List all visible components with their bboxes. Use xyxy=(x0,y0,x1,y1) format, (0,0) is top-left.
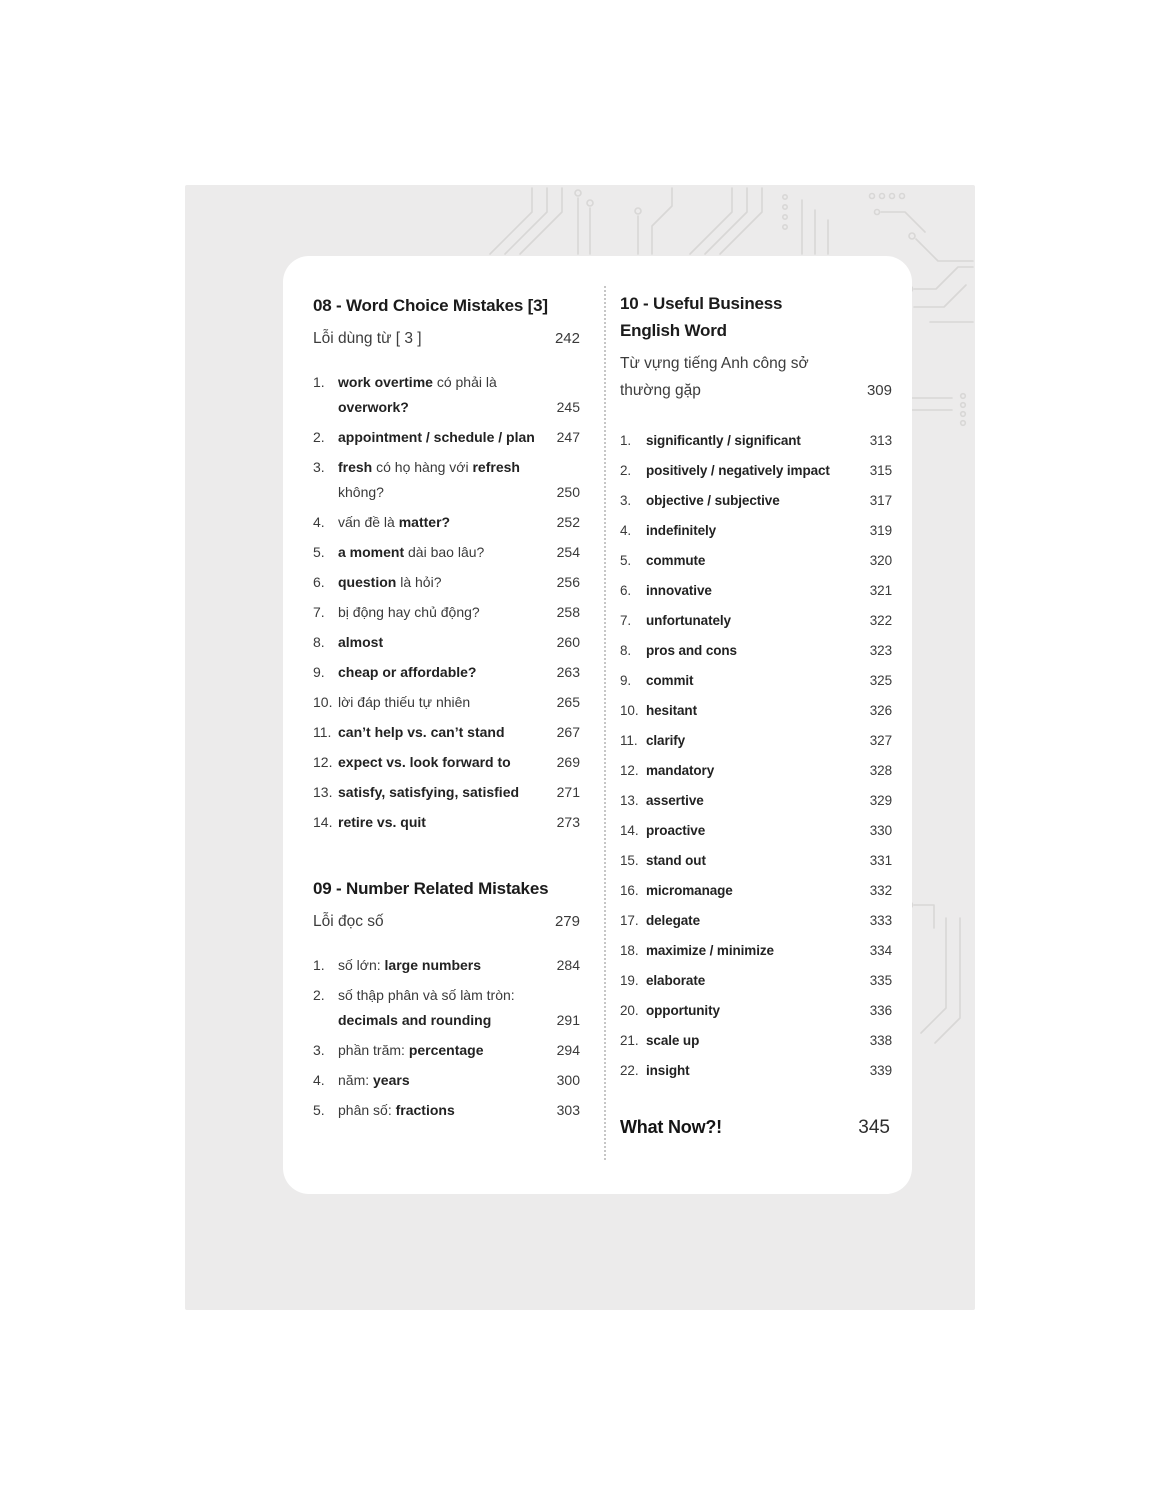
toc-item-text: scale up xyxy=(646,1033,700,1048)
toc-item xyxy=(620,608,892,633)
toc-item xyxy=(313,720,580,745)
toc-item-page-number: 332 xyxy=(869,883,892,898)
toc-item xyxy=(313,1098,580,1123)
section-10-subtitle-row xyxy=(620,350,892,404)
toc-item-text: năm: years xyxy=(338,1072,410,1088)
toc-item-page-number: 260 xyxy=(556,634,580,650)
toc-item-text: vấn đề là matter? xyxy=(338,514,451,530)
toc-item xyxy=(620,698,892,723)
toc-item-page-number: 300 xyxy=(556,1072,580,1088)
toc-item-number: 1. xyxy=(620,433,632,448)
toc-item xyxy=(313,370,580,420)
toc-item-number: 5. xyxy=(313,544,325,560)
toc-item-text: significantly / significant xyxy=(646,433,801,448)
toc-item-number: 10. xyxy=(620,703,639,718)
toc-item-page-number: 338 xyxy=(869,1033,892,1048)
toc-item-page-number: 334 xyxy=(869,943,892,958)
section-08-page-number: 242 xyxy=(554,330,580,347)
toc-item-page-number: 263 xyxy=(556,664,580,680)
toc-item-page-number: 327 xyxy=(869,733,892,748)
toc-item-page-number: 256 xyxy=(556,574,580,590)
toc-item-page-number: 320 xyxy=(869,553,892,568)
toc-item xyxy=(620,1058,892,1083)
toc-item-number: 6. xyxy=(313,574,325,590)
toc-item-text: unfortunately xyxy=(646,613,731,628)
toc-item-text: clarify xyxy=(646,733,686,748)
toc-item xyxy=(313,425,580,450)
toc-item-page-number: 335 xyxy=(869,973,892,988)
toc-item-page-number: 317 xyxy=(869,493,892,508)
toc-item-number: 15. xyxy=(620,853,639,868)
toc-item xyxy=(620,458,892,483)
toc-item-text: almost xyxy=(338,634,384,650)
toc-item-page-number: 294 xyxy=(556,1042,580,1058)
toc-item-page-number: 329 xyxy=(869,793,892,808)
toc-column-right xyxy=(606,256,912,1194)
toc-item-page-number: 331 xyxy=(869,853,892,868)
toc-item-number: 14. xyxy=(313,814,333,830)
toc-item-page-number: 284 xyxy=(556,957,580,973)
toc-item-number: 21. xyxy=(620,1033,639,1048)
section-09-title: 09 - Number Related Mistakes xyxy=(313,879,549,898)
toc-item-text: indefinitely xyxy=(646,523,717,538)
toc-item-text: stand out xyxy=(646,853,706,868)
toc-item-page-number: 315 xyxy=(869,463,892,478)
toc-item-page-number: 252 xyxy=(556,514,580,530)
toc-item-text: phân số: fractions xyxy=(338,1102,455,1118)
toc-item-number: 4. xyxy=(313,514,325,530)
toc-item-page-number: 254 xyxy=(556,544,580,560)
toc-item xyxy=(620,938,892,963)
toc-item-page-number: 250 xyxy=(556,484,580,500)
toc-item-page-number: 328 xyxy=(869,763,892,778)
toc-item xyxy=(313,810,580,835)
toc-item-text: bị động hay chủ động? xyxy=(338,604,480,620)
toc-item-page-number: 247 xyxy=(556,429,580,445)
toc-item-page-number: 245 xyxy=(556,399,580,415)
toc-item xyxy=(620,578,892,603)
toc-item xyxy=(313,510,580,535)
toc-item-text: innovative xyxy=(646,583,712,598)
toc-item xyxy=(620,878,892,903)
toc-item-page-number: 313 xyxy=(869,433,892,448)
toc-item-text: retire vs. quit xyxy=(338,814,426,830)
toc-item xyxy=(620,728,892,753)
toc-item-number: 3. xyxy=(313,1042,325,1058)
toc-item xyxy=(313,750,580,775)
toc-item-text: commit xyxy=(646,673,694,688)
toc-item-page-number: 269 xyxy=(556,754,580,770)
toc-item-number: 14. xyxy=(620,823,639,838)
toc-item-number: 22. xyxy=(620,1063,639,1078)
toc-item-text: expect vs. look forward to xyxy=(338,754,511,770)
toc-item-number: 9. xyxy=(313,664,325,680)
toc-item-text: số lớn: large numbers xyxy=(338,957,482,973)
toc-item-text: satisfy, satisfying, satisfied xyxy=(338,784,520,800)
section-10-title-line-2: English Word xyxy=(620,321,727,340)
toc-item-text: fresh có họ hàng với refresh không? xyxy=(338,459,520,500)
section-08-subtitle: Lỗi dùng từ [ 3 ] xyxy=(313,330,422,347)
toc-item xyxy=(620,1028,892,1053)
toc-item-number: 1. xyxy=(313,957,325,973)
toc-item xyxy=(620,848,892,873)
toc-item-number: 6. xyxy=(620,583,632,598)
toc-item xyxy=(313,953,580,978)
toc-item-page-number: 319 xyxy=(869,523,892,538)
toc-item-page-number: 339 xyxy=(869,1063,892,1078)
section-10-subtitle-line-1: Từ vựng tiếng Anh công sở xyxy=(620,355,809,372)
toc-item-text: mandatory xyxy=(646,763,715,778)
toc-item xyxy=(620,638,892,663)
toc-item xyxy=(620,968,892,993)
toc-item-number: 2. xyxy=(313,429,325,445)
toc-item-number: 17. xyxy=(620,913,639,928)
toc-column-left xyxy=(283,256,604,1194)
toc-item-number: 5. xyxy=(620,553,632,568)
toc-item xyxy=(620,998,892,1023)
toc-item-number: 11. xyxy=(620,733,638,748)
toc-item-number: 10. xyxy=(313,694,333,710)
toc-item-text: phần trăm: percentage xyxy=(338,1042,484,1058)
toc-section-08 xyxy=(313,292,580,835)
toc-item-number: 8. xyxy=(313,634,325,650)
toc-item-number: 18. xyxy=(620,943,639,958)
toc-item xyxy=(313,1038,580,1063)
toc-item-number: 2. xyxy=(620,463,632,478)
section-10-toc-list xyxy=(620,428,892,1083)
toc-item-page-number: 267 xyxy=(556,724,580,740)
toc-item-text: số thập phân và số làm tròn: decimals and rounding xyxy=(338,987,515,1028)
toc-item-page-number: 265 xyxy=(556,694,580,710)
toc-item-text: hesitant xyxy=(646,703,697,718)
toc-item xyxy=(620,488,892,513)
toc-item xyxy=(620,908,892,933)
toc-item-number: 13. xyxy=(620,793,639,808)
toc-item xyxy=(620,428,892,453)
toc-item xyxy=(313,455,580,505)
toc-item-page-number: 291 xyxy=(556,1012,580,1028)
toc-item-page-number: 330 xyxy=(869,823,892,838)
toc-item-number: 9. xyxy=(620,673,632,688)
toc-item-page-number: 336 xyxy=(869,1003,892,1018)
toc-item-number: 1. xyxy=(313,374,325,390)
section-10-subtitle xyxy=(620,350,856,404)
toc-item xyxy=(313,1068,580,1093)
toc-card xyxy=(283,256,912,1194)
toc-item-text: micromanage xyxy=(646,883,733,898)
toc-item-number: 7. xyxy=(620,613,632,628)
section-08-subtitle-row xyxy=(313,325,580,352)
toc-item xyxy=(313,780,580,805)
toc-item-text: insight xyxy=(646,1063,690,1078)
toc-item-page-number: 258 xyxy=(556,604,580,620)
toc-item-text: maximize / minimize xyxy=(646,943,774,958)
toc-item xyxy=(313,540,580,565)
toc-item-number: 7. xyxy=(313,604,325,620)
toc-item xyxy=(620,758,892,783)
toc-item-number: 3. xyxy=(620,493,632,508)
toc-item xyxy=(313,983,580,1033)
toc-item-page-number: 325 xyxy=(869,673,892,688)
toc-item xyxy=(620,548,892,573)
toc-item xyxy=(313,630,580,655)
toc-item-text: delegate xyxy=(646,913,700,928)
toc-item-number: 8. xyxy=(620,643,632,658)
toc-item-text: question là hỏi? xyxy=(338,574,442,590)
toc-item xyxy=(313,690,580,715)
what-now-page-number: 345 xyxy=(858,1117,890,1138)
section-09-subtitle: Lỗi đọc số xyxy=(313,913,384,930)
toc-item-number: 11. xyxy=(313,724,332,740)
toc-item-number: 13. xyxy=(313,784,333,800)
toc-item-text: lời đáp thiếu tự nhiên xyxy=(338,694,471,710)
toc-item xyxy=(620,668,892,693)
toc-item-number: 4. xyxy=(313,1072,325,1088)
toc-item-page-number: 323 xyxy=(869,643,892,658)
toc-item-page-number: 322 xyxy=(869,613,892,628)
section-09-subtitle-row xyxy=(313,908,580,935)
section-10-title-line-1: 10 - Useful Business xyxy=(620,294,783,313)
toc-item-number: 12. xyxy=(620,763,639,778)
toc-item-number: 12. xyxy=(313,754,333,770)
toc-item-number: 19. xyxy=(620,973,639,988)
section-10-title xyxy=(620,290,892,344)
toc-item xyxy=(313,600,580,625)
toc-item xyxy=(313,660,580,685)
toc-item-number: 3. xyxy=(313,459,325,475)
toc-item xyxy=(620,788,892,813)
toc-item-text: objective / subjective xyxy=(646,493,780,508)
toc-item-text: work overtime có phải là overwork? xyxy=(338,374,497,415)
toc-item-number: 20. xyxy=(620,1003,639,1018)
toc-item xyxy=(620,518,892,543)
toc-item-page-number: 273 xyxy=(556,814,580,830)
toc-item-number: 16. xyxy=(620,883,639,898)
toc-item-text: appointment / schedule / plan xyxy=(338,429,535,445)
toc-item-page-number: 303 xyxy=(556,1102,580,1118)
toc-item xyxy=(620,818,892,843)
what-now-title: What Now?! xyxy=(620,1117,722,1137)
toc-item-text: pros and cons xyxy=(646,643,737,658)
toc-item-number: 2. xyxy=(313,987,325,1003)
toc-item-text: a moment dài bao lâu? xyxy=(338,544,485,560)
toc-section-09 xyxy=(313,875,580,1123)
toc-section-10 xyxy=(620,290,892,1083)
toc-item xyxy=(313,570,580,595)
section-10-page-number: 309 xyxy=(866,382,892,399)
section-10-subtitle-line-2: thường gặp xyxy=(620,382,701,399)
toc-item-text: opportunity xyxy=(646,1003,720,1018)
toc-item-text: cheap or affordable? xyxy=(338,664,477,680)
toc-item-number: 4. xyxy=(620,523,632,538)
toc-item-text: positively / negatively impact xyxy=(646,463,830,478)
toc-item-number: 5. xyxy=(313,1102,325,1118)
section-09-page-number: 279 xyxy=(554,913,580,930)
what-now-entry xyxy=(620,1117,892,1139)
toc-item-text: proactive xyxy=(646,823,706,838)
toc-item-text: assertive xyxy=(646,793,704,808)
section-08-title: 08 - Word Choice Mistakes [3] xyxy=(313,296,548,315)
toc-item-text: commute xyxy=(646,553,706,568)
toc-item-text: can’t help vs. can’t stand xyxy=(338,724,505,740)
section-08-toc-list xyxy=(313,370,580,835)
toc-item-text: elaborate xyxy=(646,973,706,988)
toc-item-page-number: 271 xyxy=(556,784,580,800)
toc-item-page-number: 333 xyxy=(869,913,892,928)
section-09-toc-list xyxy=(313,953,580,1123)
toc-item-page-number: 321 xyxy=(869,583,892,598)
toc-item-page-number: 326 xyxy=(869,703,892,718)
